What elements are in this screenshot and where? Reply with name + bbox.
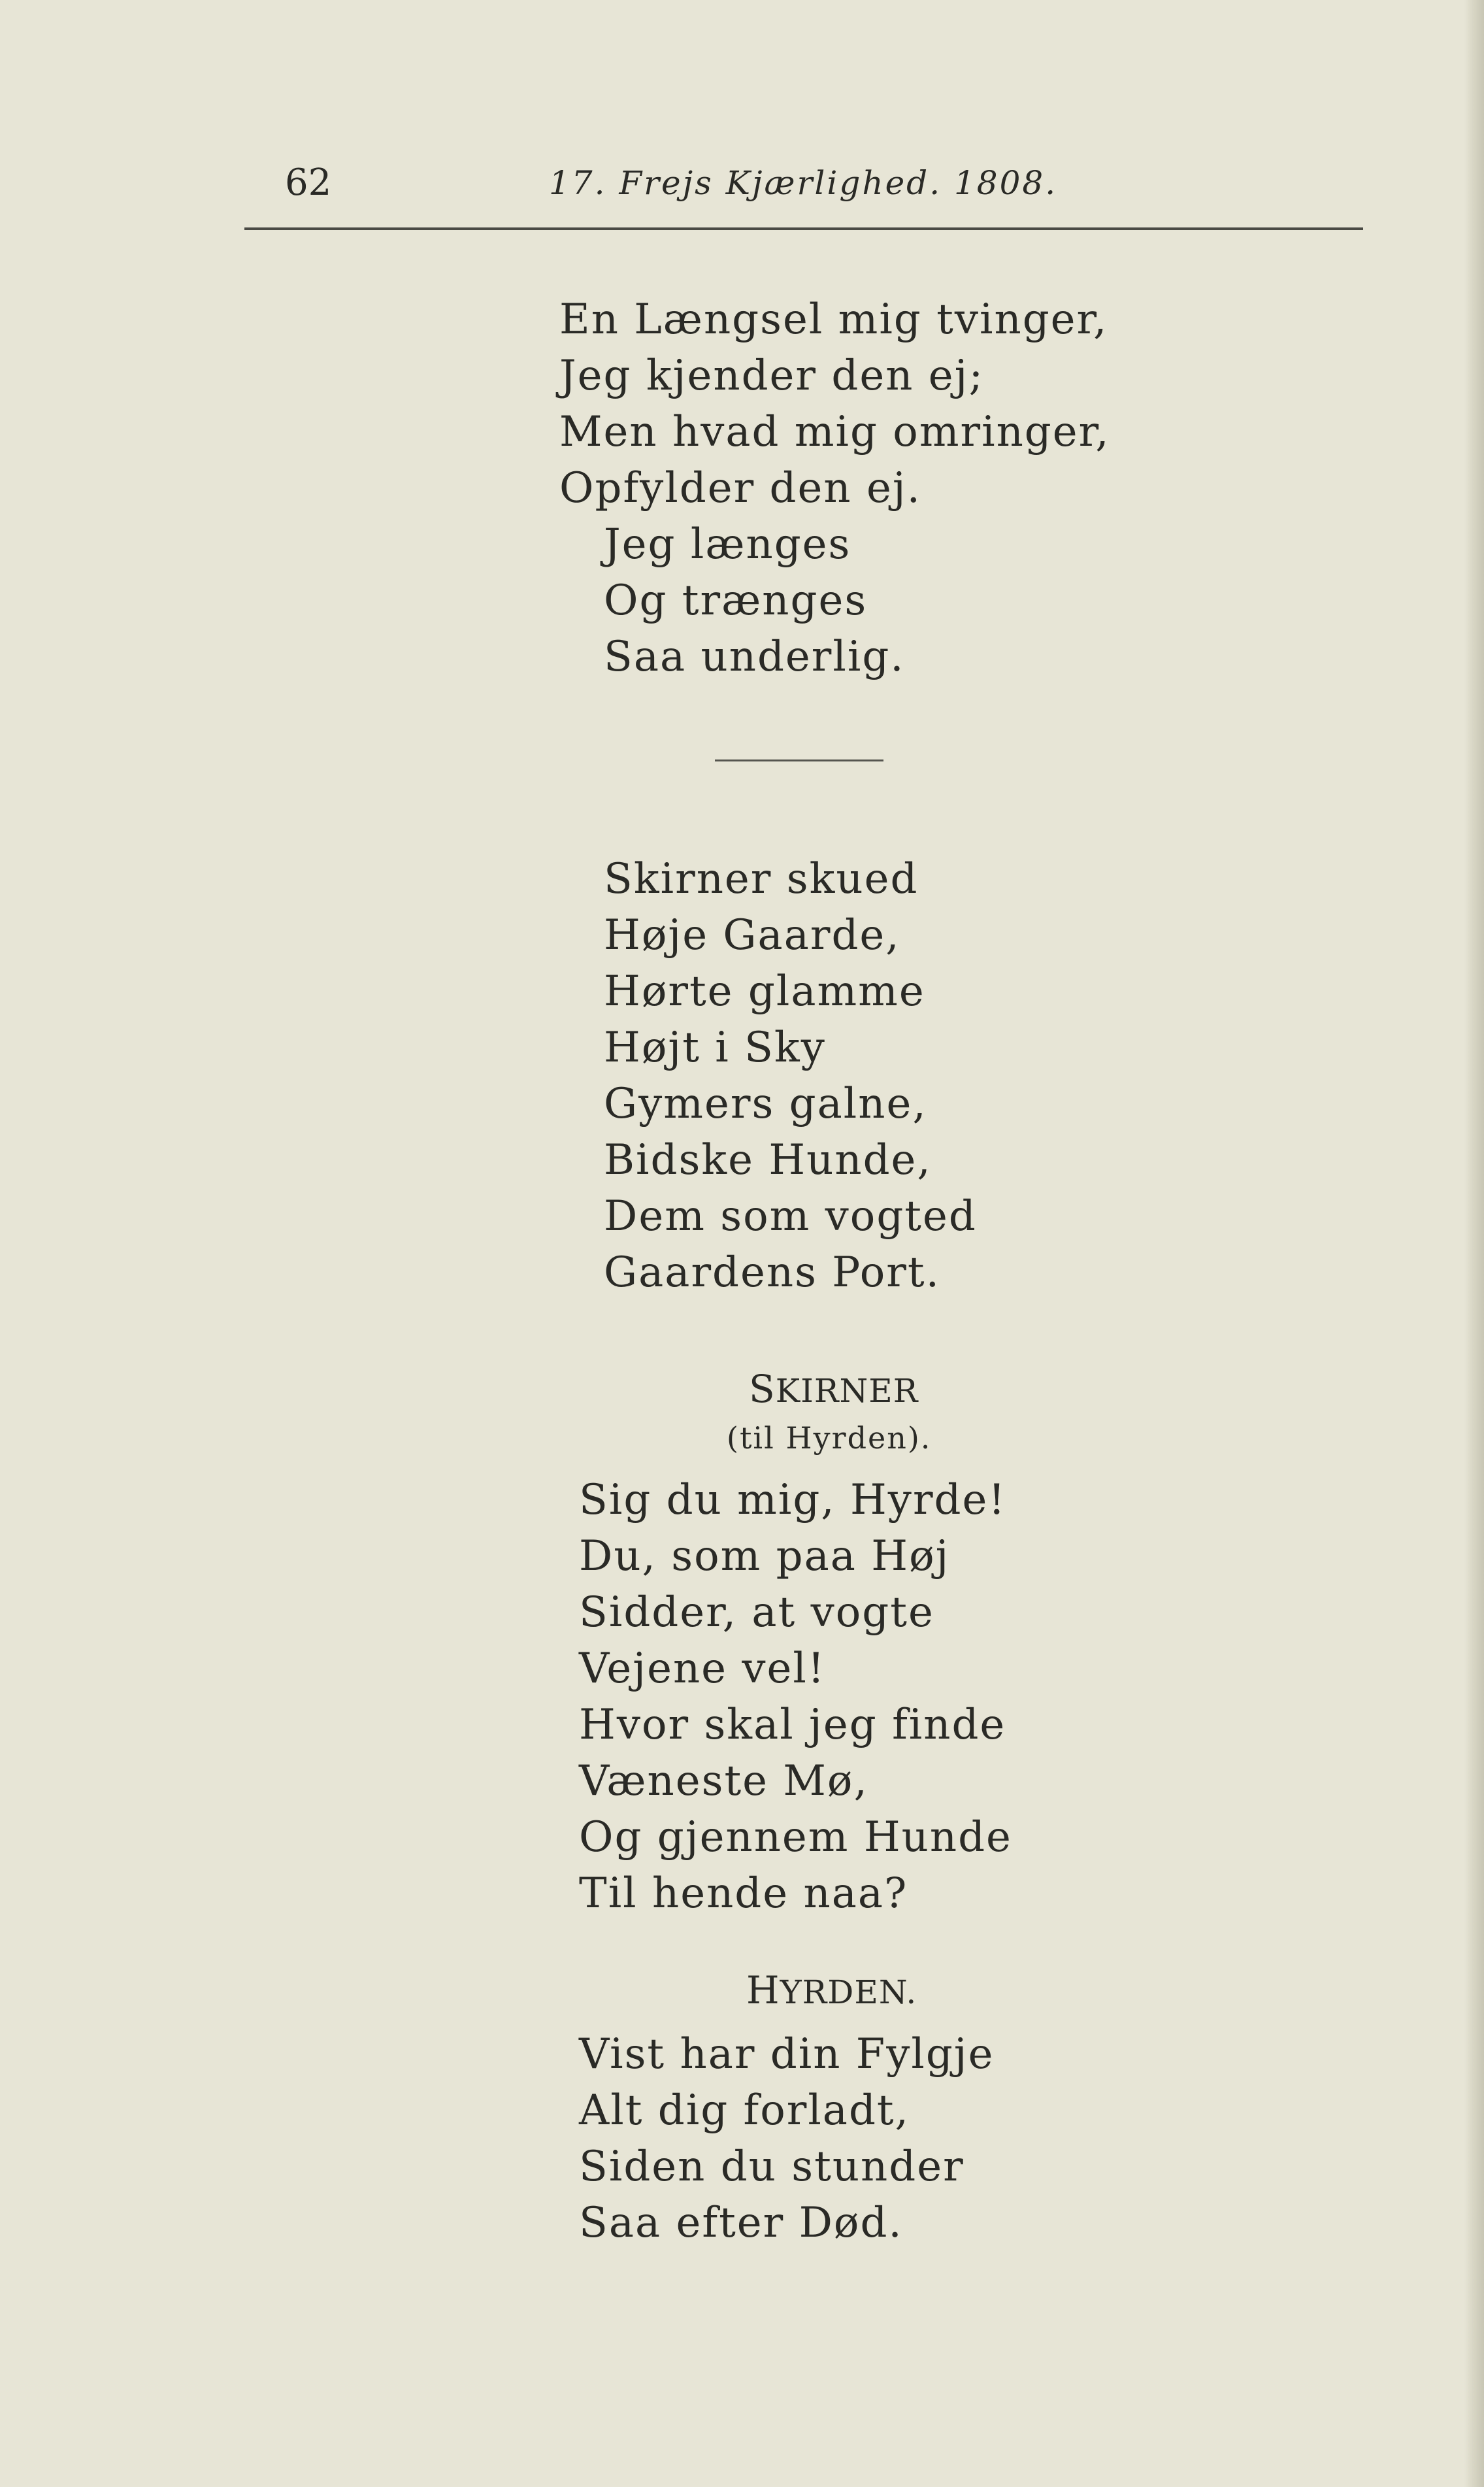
stage-direction: (til Hyrden). <box>727 1420 932 1456</box>
verse-line: Saa efter Død. <box>579 2199 903 2247</box>
speaker-rest: YRDEN. <box>780 1973 917 2011</box>
speaker-rest: KIRNER <box>775 1372 919 1410</box>
speaker-name <box>749 1366 918 1414</box>
page-number: 62 <box>285 161 332 204</box>
verse-line: Dem som vogted <box>604 1192 977 1241</box>
verse-line: Gaardens Port. <box>604 1248 940 1297</box>
verse-line: Saa underlig. <box>604 633 905 681</box>
verse-line: Alt dig forladt, <box>579 2086 910 2135</box>
verse-line: Vist har din Fylgje <box>579 2030 995 2078</box>
page-edge <box>1464 0 1484 2487</box>
verse-line: Sidder, at vogte <box>579 1588 934 1637</box>
verse-line: Hvor skal jeg finde <box>579 1701 1006 1749</box>
verse-line: Og trænges <box>604 576 868 625</box>
verse-line: Skirner skued <box>604 855 919 903</box>
speaker-name <box>746 1967 917 2015</box>
speaker-initial: H <box>746 1968 780 2012</box>
verse-line: Til hende naa? <box>579 1869 908 1918</box>
verse-line: Jeg længes <box>604 520 851 569</box>
verse-line: Bidske Hunde, <box>604 1136 932 1184</box>
verse-line: Siden du stunder <box>579 2143 965 2191</box>
verse-line: Sig du mig, Hyrde! <box>579 1476 1007 1524</box>
verse-line: Og gjennem Hunde <box>579 1813 1012 1861</box>
verse-line: Højt i Sky <box>604 1024 826 1072</box>
verse-line: Gymers galne, <box>604 1080 927 1128</box>
running-head <box>0 157 1484 209</box>
verse-line: Du, som paa Høj <box>579 1532 950 1580</box>
verse-line: En Længsel mig tvinger, <box>559 295 1108 344</box>
verse-line: Men hvad mig omringer, <box>559 408 1110 456</box>
header-rule <box>244 227 1363 230</box>
speaker-initial: S <box>749 1367 776 1411</box>
section-divider <box>715 759 883 761</box>
verse-line: Hørte glamme <box>604 967 925 1016</box>
verse-line: Høje Gaarde, <box>604 911 900 960</box>
verse-line: Opfylder den ej. <box>559 464 921 512</box>
verse-line: Væneste Mø, <box>579 1757 868 1805</box>
verse-line: Vejene vel! <box>579 1644 826 1693</box>
verse-line: Jeg kjender den ej; <box>559 352 985 400</box>
running-title: 17. Frejs Kjærlighed. 1808. <box>549 164 1058 202</box>
